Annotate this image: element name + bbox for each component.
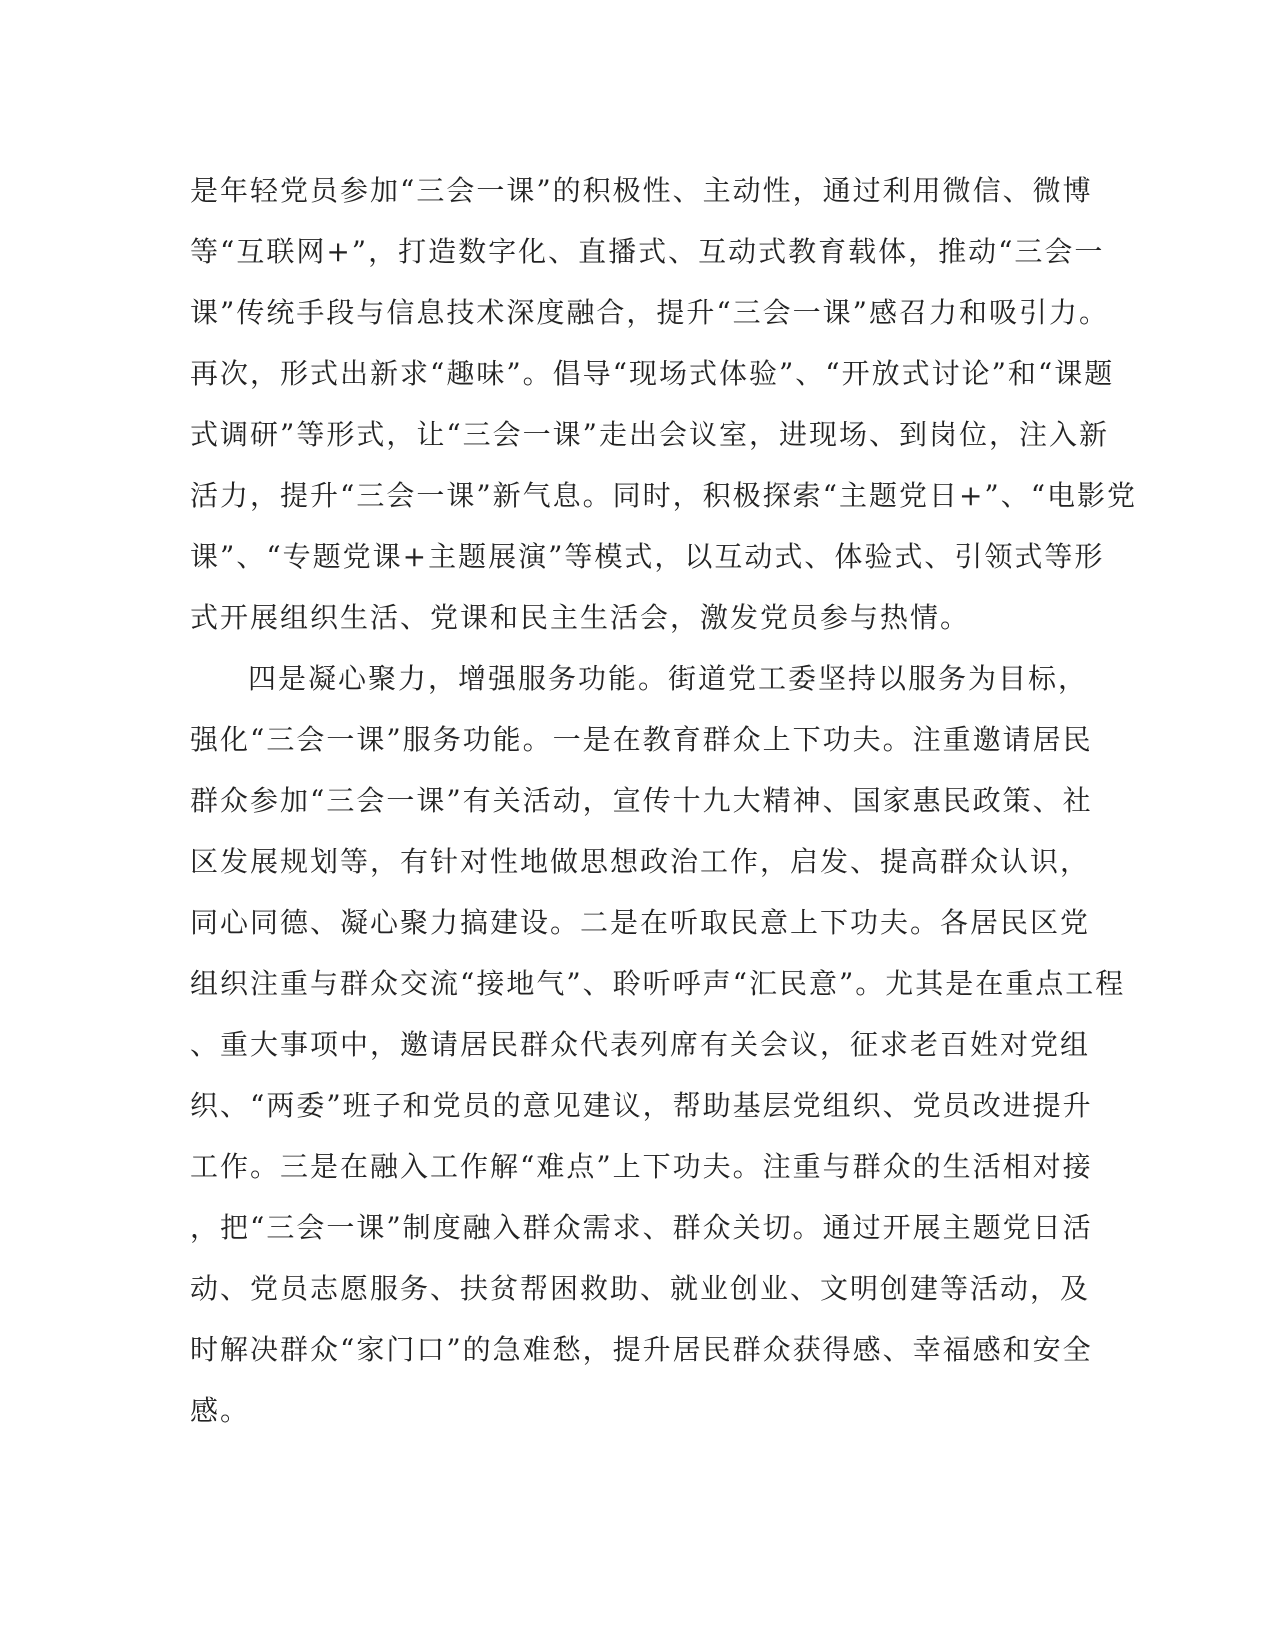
text-line: 活力，提升“三会一课”新气息。同时，积极探索“主题党日+”、“电影党 [190, 479, 1138, 512]
text-line: 同心同德、凝心聚力搞建设。二是在听取民意上下功夫。各居民区党 [190, 906, 1091, 939]
text-line: 工作。三是在融入工作解“难点”上下功夫。注重与群众的生活相对接 [190, 1150, 1093, 1183]
text-line: 时解决群众“家门口”的急难愁，提升居民群众获得感、幸福感和安全 [190, 1333, 1093, 1366]
text-line: 等“互联网+”，打造数字化、直播式、互动式教育载体，推动“三会一 [190, 235, 1105, 268]
text-line: 织、“两委”班子和党员的意见建议，帮助基层党组织、党员改进提升 [190, 1089, 1093, 1122]
text-line: 式调研”等形式，让“三会一课”走出会议室，进现场、到岗位，注入新 [190, 418, 1109, 451]
text-line: 、重大事项中，邀请居民群众代表列席有关会议，征求老百姓对党组 [190, 1028, 1091, 1061]
text-line: 群众参加“三会一课”有关活动，宣传十九大精神、国家惠民政策、社 [190, 784, 1093, 817]
text-line: ，把“三会一课”制度融入群众需求、群众关切。通过开展主题党日活 [190, 1211, 1093, 1244]
text-line: 区发展规划等，有针对性地做思想政治工作，启发、提高群众认识， [190, 845, 1091, 878]
text-line: 课”传统手段与信息技术深度融合，提升“三会一课”感召力和吸引力。 [190, 296, 1109, 329]
text-line: 动、党员志愿服务、扶贫帮困救助、就业创业、文明创建等活动，及 [190, 1272, 1091, 1305]
body-text [190, 160, 1138, 1441]
text-line: 强化“三会一课”服务功能。一是在教育群众上下功夫。注重邀请居民 [190, 723, 1093, 756]
text-line: 是年轻党员参加“三会一课”的积极性、主动性，通过利用微信、微博 [190, 174, 1093, 207]
text-line: 再次，形式出新求“趣味”。倡导“现场式体验”、“开放式讨论”和“课题 [190, 357, 1115, 390]
text-line: 式开展组织生活、党课和民主生活会，激发党员参与热情。 [190, 601, 971, 634]
text-line: 课”、“专题党课+主题展演”等模式，以互动式、体验式、引领式等形 [190, 540, 1105, 573]
text-line: 组织注重与群众交流“接地气”、聆听呼声“汇民意”。尤其是在重点工程 [190, 967, 1126, 1000]
text-line: 感。 [190, 1394, 251, 1427]
paragraph-start-line: 四是凝心聚力，增强服务功能。街道党工委坚持以服务为目标， [248, 662, 1089, 695]
